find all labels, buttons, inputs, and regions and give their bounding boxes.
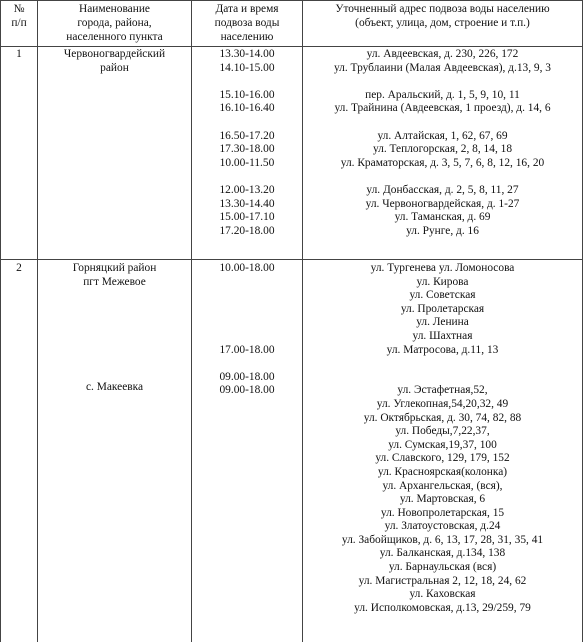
schedule-time — [192, 547, 302, 561]
schedule-time — [192, 316, 302, 330]
schedule-time: 13.30-14.40 — [219, 197, 275, 210]
schedule-address: ул. Балканская, д.134, 138 — [379, 547, 506, 560]
schedule-address: ул. Углекопная,54,20,32, 49 — [376, 397, 509, 410]
header-address — [303, 3, 582, 31]
table-border-left — [0, 0, 1, 642]
schedule-address: ул. Червоногвардейская, д. 1-27 — [365, 197, 520, 210]
schedule-time: 17.00-18.00 — [219, 343, 275, 356]
row2-num: 2 — [16, 262, 22, 274]
schedule-address: ул. Победы,7,22,37, — [395, 425, 490, 438]
schedule-time — [192, 602, 302, 616]
schedule-address: ул. Таманская, д. 69 — [394, 211, 491, 224]
schedule-address: ул. Матросова, д.11, 13 — [386, 343, 499, 356]
schedule-time: 10.00-18.00 — [219, 262, 275, 274]
row1-name-line: Червоногвардейский — [63, 48, 166, 60]
header-num — [1, 3, 37, 31]
schedule-time — [192, 561, 302, 575]
schedule-time — [192, 588, 302, 602]
schedule-address: ул. Донбасская, д. 2, 5, 8, 11, 27 — [366, 183, 519, 196]
schedule-time: 14.10-15.00 — [219, 61, 275, 74]
schedule-time — [192, 480, 302, 494]
schedule-time: 16.10-16.40 — [219, 102, 275, 115]
schedule-address: ул. Трайнина (Авдеевская, 1 проезд), д. 14, 6 — [334, 102, 551, 115]
schedule-address — [303, 357, 582, 371]
header-name-line: населенного пункта — [66, 30, 163, 43]
header-name — [38, 3, 191, 44]
schedule-address: ул. Барнаульская (вся) — [388, 561, 497, 574]
schedule-address: ул. Шахтная — [412, 329, 473, 342]
schedule-time — [192, 439, 302, 453]
header-bottom-line — [0, 46, 583, 47]
row2-name-line: Горняцкий район — [72, 262, 157, 274]
schedule-time — [192, 493, 302, 507]
schedule-time — [192, 170, 302, 184]
schedule-address: ул. Рунге, д. 16 — [406, 224, 479, 237]
header-time-line: населению — [220, 30, 274, 43]
schedule-time — [192, 452, 302, 466]
schedule-address: ул. Эстафетная,52, — [397, 384, 488, 397]
schedule-address: ул. Пролетарская — [400, 302, 485, 315]
schedule-address: ул. Красноярская(колонка) — [377, 465, 508, 478]
header-name-line: Наименование — [79, 3, 150, 15]
schedule-address: ул. Авдеевская, д. 230, 226, 172 — [366, 48, 519, 60]
schedule-time: 10.00-11.50 — [219, 156, 275, 169]
schedule-address: ул. Славского, 129, 179, 152 — [375, 452, 510, 465]
schedule-address: ул. Сумская,19,37, 100 — [388, 438, 497, 451]
schedule-time — [192, 398, 302, 412]
schedule-time: 13.30-14.00 — [219, 48, 275, 60]
row1-times — [192, 48, 302, 238]
row2-subname: с. Макеевка — [85, 381, 144, 393]
schedule-time — [192, 466, 302, 480]
schedule-address: ул. Теплогорская, 2, 8, 14, 18 — [372, 143, 513, 156]
schedule-address: ул. Магистральная 2, 12, 18, 24, 62 — [358, 574, 527, 587]
schedule-address — [303, 116, 582, 130]
schedule-address: ул. Забойщиков, д. 6, 13, 17, 28, 31, 35, 41 — [341, 533, 544, 546]
schedule-time — [192, 412, 302, 426]
schedule-time — [192, 575, 302, 589]
schedule-time — [192, 520, 302, 534]
row2-name-line: пгт Межевое — [83, 275, 146, 288]
header-time — [192, 3, 302, 44]
schedule-address: ул. Краматорская, д. 3, 5, 7, 6, 8, 12, 16, 20 — [340, 156, 545, 169]
header-address-line: (объект, улица, дом, строение и т.п.) — [355, 16, 530, 29]
schedule-time — [192, 276, 302, 290]
schedule-time — [192, 289, 302, 303]
header-time-line: Дата и время — [215, 3, 279, 15]
schedule-time: 09.00-18.00 — [219, 384, 275, 397]
schedule-address: ул. Златоустовская, д.24 — [384, 520, 501, 533]
header-name-line: города, района, — [77, 16, 152, 29]
schedule-address: ул. Алтайская, 1, 62, 67, 69 — [377, 129, 508, 142]
row1-name-line: район — [100, 61, 129, 74]
schedule-address — [303, 371, 582, 385]
schedule-time — [192, 357, 302, 371]
row1-bottom-line — [0, 259, 583, 260]
schedule-address: ул. Трублаини (Малая Авдеевская), д.13, 9, 3 — [333, 61, 552, 74]
schedule-time: 09.00-18.00 — [219, 370, 275, 383]
row1-name — [38, 48, 191, 75]
schedule-time: 17.30-18.00 — [219, 143, 275, 156]
schedule-address — [303, 75, 582, 89]
schedule-address: ул. Советская — [409, 289, 476, 302]
row1-addresses — [303, 48, 582, 238]
table-border-top — [0, 0, 583, 1]
schedule-time: 15.10-16.00 — [219, 88, 275, 101]
schedule-address: ул. Ленина — [416, 316, 469, 329]
header-address-line: Уточненный адрес подвоза воды населению — [335, 3, 550, 15]
table-divider-num — [37, 0, 38, 642]
schedule-address: пер. Аральский, д. 1, 5, 9, 10, 11 — [365, 88, 520, 101]
schedule-time — [192, 303, 302, 317]
row2-addresses — [303, 262, 582, 615]
schedule-time — [192, 75, 302, 89]
row1-num: 1 — [16, 48, 22, 60]
schedule-address — [303, 170, 582, 184]
schedule-address: ул. Мартовская, 6 — [399, 493, 486, 506]
header-num-line: п/п — [11, 16, 27, 29]
header-num-line: № — [13, 3, 25, 15]
row2-name — [38, 262, 191, 289]
schedule-address: ул. Каховская — [409, 588, 476, 601]
schedule-time: 17.20-18.00 — [219, 224, 275, 237]
schedule-address: ул. Тургенева ул. Ломоносова — [370, 262, 515, 274]
schedule-time — [192, 116, 302, 130]
schedule-time — [192, 507, 302, 521]
schedule-address: ул. Кирова — [416, 275, 469, 288]
schedule-time — [192, 425, 302, 439]
schedule-address: ул. Исполкомовская, д.13, 29/259, 79 — [354, 601, 531, 614]
schedule-time — [192, 534, 302, 548]
schedule-address: ул. Новопролетарская, 15 — [380, 506, 505, 519]
header-time-line: подвоза воды — [214, 16, 280, 29]
schedule-time: 15.00-17.10 — [219, 211, 275, 224]
row2-times — [192, 262, 302, 615]
schedule-address: ул. Архангельская, (вся), — [382, 479, 503, 492]
schedule-address: ул. Октябрьская, д. 30, 74, 82, 88 — [363, 411, 522, 424]
schedule-time: 16.50-17.20 — [219, 129, 275, 142]
schedule-time — [192, 330, 302, 344]
schedule-time: 12.00-13.20 — [219, 183, 275, 196]
